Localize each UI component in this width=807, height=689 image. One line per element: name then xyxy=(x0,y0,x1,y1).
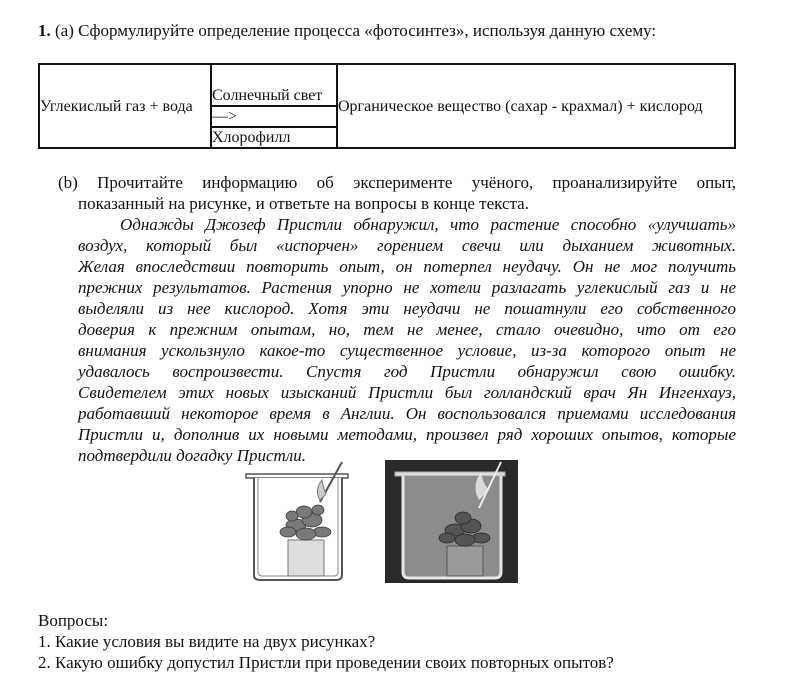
question-item: 1. Какие условия вы видите на двух рисунках? xyxy=(38,632,376,651)
condition-bottom-cell: Хлорофилл xyxy=(211,127,337,148)
arrow-cell: —> xyxy=(211,106,337,127)
story-line: внимания ускользнуло какое-то существенное условие, из-за которого опыт не xyxy=(78,341,736,360)
instruction-line: показанный на рисунке, и ответьте на вопросы в конце текста. xyxy=(78,194,529,213)
jar-with-plant-light-figure xyxy=(244,460,350,584)
story-line: удавалось воспроизвести. Спустя год Пристли обнаружил свою ошибку. xyxy=(78,362,736,381)
story-line: работавший некоторое время в Англии. Он воспользовался приемами исследования xyxy=(78,404,736,423)
story-line: Свидетелем этих новых изысканий Пристли был голландский врач Ян Ингенхауз, xyxy=(78,383,736,402)
part-b-instruction xyxy=(58,172,736,214)
story-line: Пристли и, дополнив их новыми методами, произвел ряд хороших опытов, которые xyxy=(78,425,736,444)
story-line: Однажды Джозеф Пристли обнаружил, что растение способно «улучшать» xyxy=(120,215,736,234)
story-line: подтвердили догадку Пристли. xyxy=(78,446,306,465)
products-cell: Органическое вещество (сахар - крахмал) + кислород xyxy=(337,64,735,148)
story-line: Желая впоследствии повторить опыт, он потерпел неудачу. Он не мог получить xyxy=(78,257,736,276)
question-item: 2. Какую ошибку допустил Пристли при проведении своих повторных опытов? xyxy=(38,653,614,672)
photosynthesis-scheme-table xyxy=(38,63,736,149)
story-line: прежних результатов. Растения упорно не хотели разлагать углекислый газ и не xyxy=(78,278,736,297)
reactants-cell: Углекислый газ + вода xyxy=(39,64,211,148)
question-1-part-a xyxy=(38,21,656,41)
jar-with-plant-dark-figure xyxy=(385,460,518,583)
condition-top-cell: Солнечный свет xyxy=(211,64,337,106)
question-number: 1. xyxy=(38,21,51,40)
part-a-text: (a) Сформулируйте определение процесса «фотосинтез», используя данную схему: xyxy=(55,21,657,40)
story-line: воздух, который был «испорчен» горением свечи или дыханием животных. xyxy=(78,236,736,255)
story-line: доверия к прежним опытам, но, тем не менее, стало очевидно, что от его xyxy=(78,320,736,339)
priestley-story xyxy=(78,214,736,466)
questions-block xyxy=(38,610,614,673)
instruction-line: (b) Прочитайте информацию об эксперименте учёного, проанализируйте опыт, xyxy=(58,173,736,192)
story-line: выделяли из нее кислород. Хотя эти неудачи не пошатнули его собственного xyxy=(78,299,736,318)
questions-heading: Вопросы: xyxy=(38,611,109,630)
